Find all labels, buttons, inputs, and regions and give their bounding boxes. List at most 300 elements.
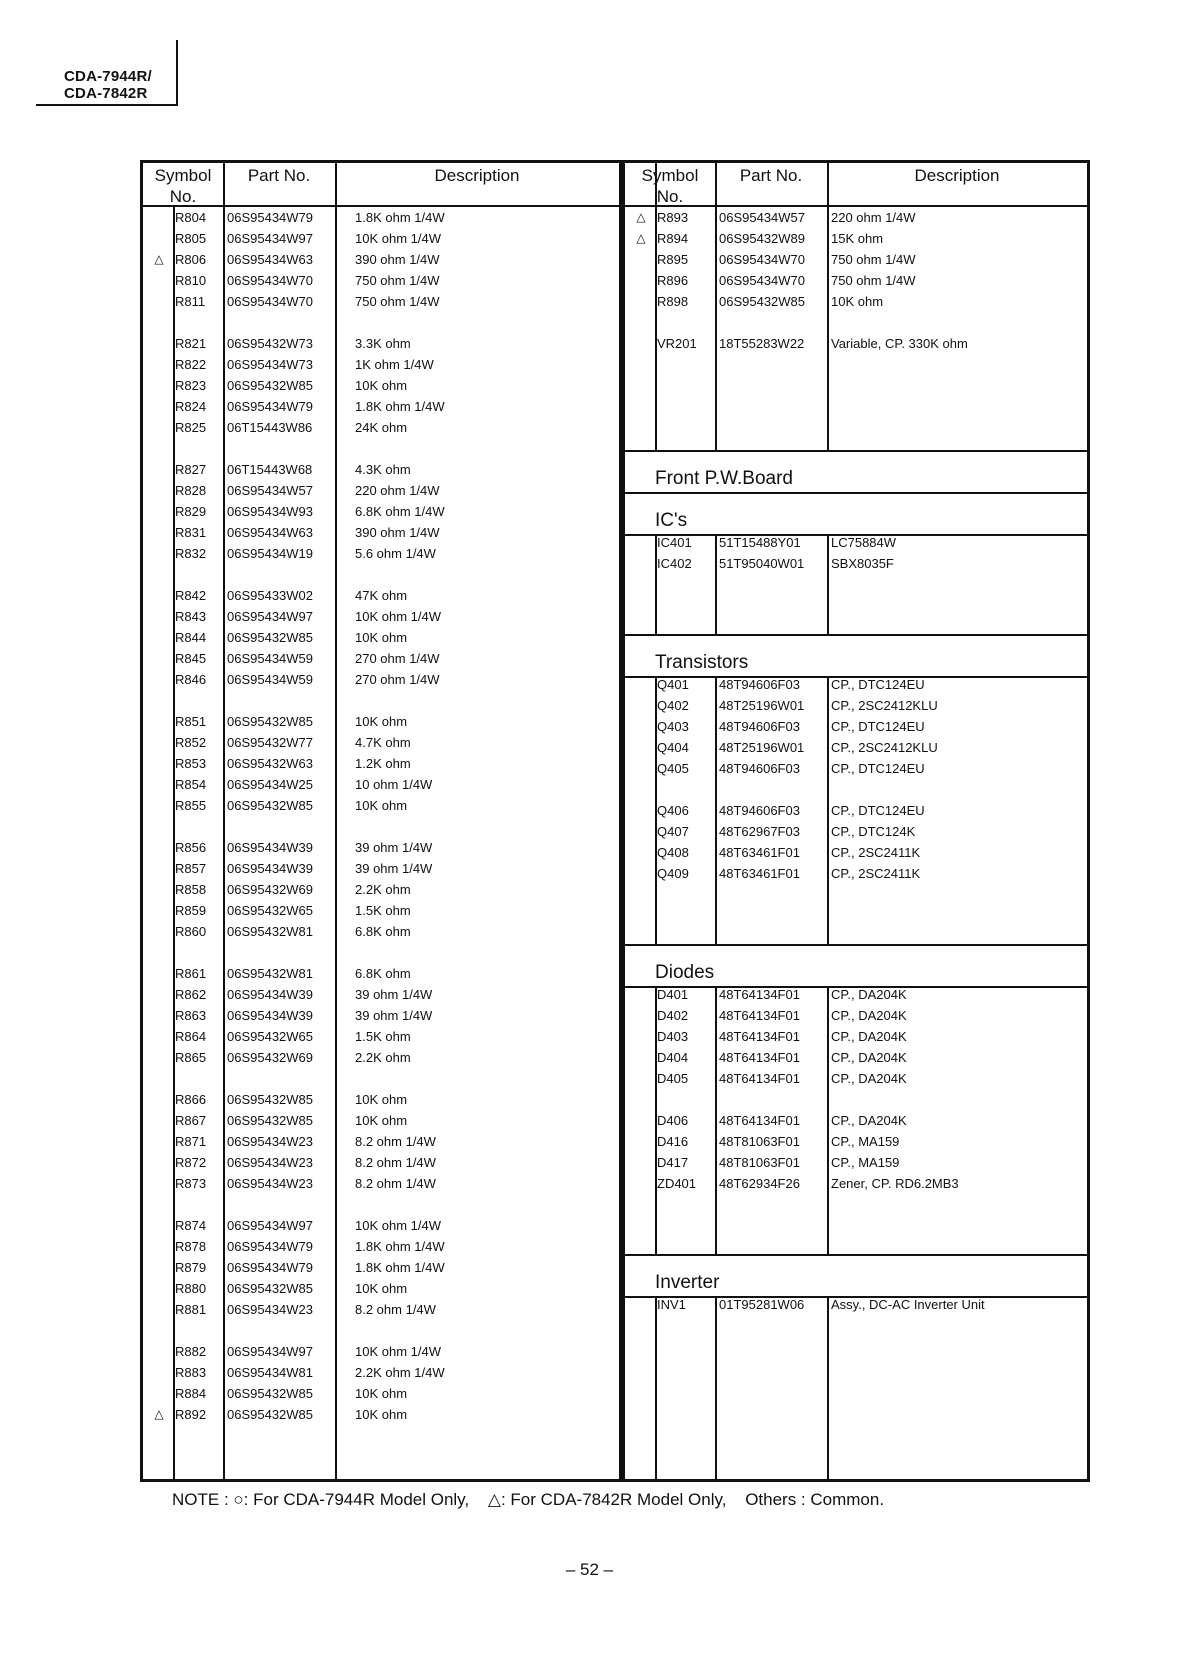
cell-part-no: 06S95432W85	[227, 378, 314, 393]
table-row	[143, 1299, 619, 1320]
cell-symbol: R821	[175, 336, 207, 351]
cell-part-no: 06S95434W39	[227, 840, 314, 855]
table-row	[143, 984, 619, 1005]
table-row	[143, 354, 619, 375]
cell-part-no: 48T64134F01	[719, 1113, 800, 1128]
table-row	[625, 1173, 1087, 1194]
cell-part-no: 06S95434W97	[227, 609, 314, 624]
cell-symbol: R825	[175, 420, 207, 435]
cell-part-no: 48T64134F01	[719, 1071, 800, 1086]
cell-symbol: D417	[657, 1155, 689, 1170]
cell-description: CP., DTC124EU	[831, 719, 925, 734]
column-divider	[655, 534, 657, 634]
model-mark: △	[636, 210, 646, 224]
table-row	[625, 821, 1087, 842]
cell-part-no: 06S95432W81	[227, 966, 314, 981]
header-symbol: Symbol No.	[641, 166, 699, 206]
table-row	[625, 1110, 1087, 1131]
cell-description: 10K ohm	[355, 1407, 408, 1422]
table-row	[143, 249, 619, 270]
cell-part-no: 06S95434W63	[227, 525, 314, 540]
cell-description: 15K ohm	[831, 231, 884, 246]
cell-part-no: 06S95434W73	[227, 357, 314, 372]
cell-description: CP., DTC124K	[831, 824, 916, 839]
cell-symbol: R804	[175, 210, 207, 225]
cell-description: 10K ohm 1/4W	[355, 231, 441, 246]
table-row	[143, 207, 619, 228]
cell-description: 24K ohm	[355, 420, 408, 435]
section-divider	[625, 944, 1087, 946]
table-row	[625, 1152, 1087, 1173]
cell-part-no: 06S95434W70	[227, 273, 314, 288]
cell-part-no: 06S95434W79	[227, 210, 314, 225]
section-title: Inverter	[655, 1272, 720, 1293]
cell-description: 2.2K ohm	[355, 1050, 411, 1065]
cell-part-no: 06S95432W89	[719, 231, 806, 246]
cell-part-no: 48T25196W01	[719, 740, 805, 755]
column-divider	[827, 534, 829, 634]
cell-symbol: INV1	[657, 1297, 686, 1312]
column-divider	[715, 986, 717, 1254]
cell-symbol: R852	[175, 735, 207, 750]
cell-description: CP., DA204K	[831, 1008, 907, 1023]
cell-symbol: R895	[657, 252, 689, 267]
cell-symbol: R884	[175, 1386, 207, 1401]
table-row	[625, 984, 1087, 1005]
cell-symbol: Q409	[657, 866, 689, 881]
cell-part-no: 06S95432W77	[227, 735, 314, 750]
cell-symbol: R842	[175, 588, 207, 603]
cell-symbol: R857	[175, 861, 207, 876]
cell-part-no: 48T81063F01	[719, 1134, 800, 1149]
cell-symbol: R844	[175, 630, 207, 645]
front-board-title: Front P.W.Board	[655, 468, 793, 489]
cell-symbol: R846	[175, 672, 207, 687]
cell-description: 10K ohm 1/4W	[355, 1344, 441, 1359]
cell-part-no: 06S95434W79	[227, 399, 314, 414]
column-divider	[655, 1296, 657, 1479]
cell-symbol: R882	[175, 1344, 207, 1359]
cell-description: LC75884W	[831, 535, 897, 550]
cell-description: 10K ohm	[355, 1386, 408, 1401]
cell-part-no: 48T64134F01	[719, 1029, 800, 1044]
table-row	[143, 1026, 619, 1047]
cell-description: 8.2 ohm 1/4W	[355, 1176, 436, 1191]
cell-part-no: 06S95432W85	[227, 1407, 314, 1422]
cell-description: 10K ohm	[831, 294, 884, 309]
table-row	[143, 1131, 619, 1152]
cell-description: 8.2 ohm 1/4W	[355, 1302, 436, 1317]
table-row	[143, 459, 619, 480]
table-row	[143, 774, 619, 795]
note-common: Others : Common.	[745, 1490, 885, 1509]
cell-description: 270 ohm 1/4W	[355, 651, 440, 666]
table-row	[625, 758, 1087, 779]
cell-description: CP., MA159	[831, 1155, 900, 1170]
cell-symbol: R872	[175, 1155, 207, 1170]
cell-description: 10K ohm 1/4W	[355, 609, 441, 624]
table-row	[625, 716, 1087, 737]
cell-description: 10 ohm 1/4W	[355, 777, 433, 792]
cell-symbol: R883	[175, 1365, 207, 1380]
section-divider	[625, 492, 1087, 494]
cell-part-no: 06S95434W57	[719, 210, 806, 225]
model-mark: △	[636, 231, 646, 245]
table-row	[143, 1089, 619, 1110]
cell-symbol: Q405	[657, 761, 689, 776]
cell-description: 6.8K ohm	[355, 966, 411, 981]
cell-part-no: 06S95434W39	[227, 987, 314, 1002]
column-divider	[715, 1296, 717, 1479]
cell-description: 39 ohm 1/4W	[355, 1008, 433, 1023]
column-divider	[715, 676, 717, 944]
table-row	[143, 228, 619, 249]
cell-description: 39 ohm 1/4W	[355, 987, 433, 1002]
cell-part-no: 06S95432W85	[227, 798, 314, 813]
cell-part-no: 06S95432W81	[227, 924, 314, 939]
table-row	[143, 627, 619, 648]
cell-symbol: R831	[175, 525, 207, 540]
cell-symbol: R898	[657, 294, 689, 309]
cell-symbol: IC402	[657, 556, 692, 571]
cell-symbol: Q403	[657, 719, 689, 734]
cell-symbol: R854	[175, 777, 207, 792]
cell-part-no: 06S95432W63	[227, 756, 314, 771]
cell-part-no: 48T62934F26	[719, 1176, 800, 1191]
cell-part-no: 48T94606F03	[719, 677, 800, 692]
cell-description: 1.8K ohm 1/4W	[355, 1239, 445, 1254]
table-row	[143, 501, 619, 522]
table-row	[625, 1294, 1087, 1315]
cell-symbol: Q404	[657, 740, 689, 755]
cell-symbol: R823	[175, 378, 207, 393]
table-row	[625, 553, 1087, 574]
cell-symbol: D401	[657, 987, 689, 1002]
table-row	[143, 795, 619, 816]
column-divider	[715, 534, 717, 634]
table-row	[143, 1215, 619, 1236]
cell-description: 220 ohm 1/4W	[831, 210, 916, 225]
table-row	[625, 1026, 1087, 1047]
table-row	[143, 333, 619, 354]
header-description: Description	[914, 166, 1000, 185]
cell-description: 1K ohm 1/4W	[355, 357, 434, 372]
cell-part-no: 06S95432W69	[227, 882, 314, 897]
table-row	[143, 669, 619, 690]
cell-description: CP., DTC124EU	[831, 677, 925, 692]
table-row	[625, 270, 1087, 291]
table-row	[143, 921, 619, 942]
cell-part-no: 18T55283W22	[719, 336, 805, 351]
note-model-7944r: NOTE : ○: For CDA-7944R Model Only,	[172, 1490, 470, 1509]
cell-symbol: IC401	[657, 535, 692, 550]
cell-description: 10K ohm	[355, 378, 408, 393]
cell-description: 750 ohm 1/4W	[355, 294, 440, 309]
cell-part-no: 06S95433W02	[227, 588, 314, 603]
cell-symbol: Q406	[657, 803, 689, 818]
cell-symbol: R855	[175, 798, 207, 813]
cell-part-no: 51T95040W01	[719, 556, 805, 571]
header-symbol: Symbol No.	[154, 166, 212, 206]
cell-symbol: R828	[175, 483, 207, 498]
cell-description: 10K ohm	[355, 630, 408, 645]
right-parts-table	[622, 160, 1090, 1482]
cell-part-no: 06S95434W59	[227, 672, 314, 687]
table-row	[143, 1404, 619, 1425]
cell-symbol: R827	[175, 462, 207, 477]
table-row	[143, 585, 619, 606]
cell-description: Assy., DC-AC Inverter Unit	[831, 1297, 985, 1312]
cell-symbol: D402	[657, 1008, 689, 1023]
cell-description: 270 ohm 1/4W	[355, 672, 440, 687]
cell-symbol: R894	[657, 231, 689, 246]
cell-part-no: 48T94606F03	[719, 719, 800, 734]
table-row	[143, 732, 619, 753]
cell-symbol: R822	[175, 357, 207, 372]
cell-symbol: R811	[175, 294, 206, 309]
cell-description: 39 ohm 1/4W	[355, 840, 433, 855]
table-row	[143, 1341, 619, 1362]
cell-description: 2.2K ohm	[355, 882, 411, 897]
cell-part-no: 51T15488Y01	[719, 535, 801, 550]
cell-symbol: R853	[175, 756, 207, 771]
cell-part-no: 06S95432W85	[227, 1092, 314, 1107]
left-table-header	[143, 163, 619, 207]
model-mark: △	[154, 1407, 164, 1421]
cell-symbol: R896	[657, 273, 689, 288]
cell-description: CP., DA204K	[831, 1071, 907, 1086]
cell-description: 4.3K ohm	[355, 462, 411, 477]
left-parts-table	[140, 160, 622, 1482]
table-row	[143, 1278, 619, 1299]
cell-description: 6.8K ohm 1/4W	[355, 504, 445, 519]
cell-description: 5.6 ohm 1/4W	[355, 546, 436, 561]
table-row	[143, 522, 619, 543]
cell-description: 8.2 ohm 1/4W	[355, 1155, 436, 1170]
cell-symbol: R879	[175, 1260, 207, 1275]
cell-description: 47K ohm	[355, 588, 408, 603]
cell-part-no: 06S95432W73	[227, 336, 314, 351]
cell-symbol: Q407	[657, 824, 689, 839]
cell-symbol: D404	[657, 1050, 689, 1065]
cell-part-no: 06T15443W68	[227, 462, 313, 477]
table-row	[625, 207, 1087, 228]
cell-part-no: 06S95434W97	[227, 1218, 314, 1233]
cell-symbol: R805	[175, 231, 207, 246]
cell-symbol: R832	[175, 546, 207, 561]
cell-part-no: 06S95432W85	[227, 630, 314, 645]
table-row	[143, 753, 619, 774]
cell-description: 1.8K ohm 1/4W	[355, 399, 445, 414]
section-title: Transistors	[655, 652, 749, 673]
cell-part-no: 06S95434W23	[227, 1302, 314, 1317]
table-row	[143, 396, 619, 417]
cell-description: 1.8K ohm 1/4W	[355, 210, 445, 225]
table-row	[625, 842, 1087, 863]
cell-part-no: 06S95434W70	[719, 252, 806, 267]
cell-symbol: R829	[175, 504, 207, 519]
cell-description: CP., 2SC2412KLU	[831, 698, 938, 713]
cell-description: 10K ohm 1/4W	[355, 1218, 441, 1233]
model-name-line2: CDA-7842R	[64, 85, 148, 102]
header-part-no: Part No.	[739, 166, 803, 185]
cell-part-no: 06S95434W19	[227, 546, 314, 561]
cell-description: SBX8035F	[831, 556, 894, 571]
cell-part-no: 06S95434W63	[227, 252, 314, 267]
table-row	[143, 900, 619, 921]
table-row	[143, 606, 619, 627]
table-row	[625, 863, 1087, 884]
table-row	[143, 1047, 619, 1068]
cell-symbol: R806	[175, 252, 207, 267]
cell-part-no: 06S95432W85	[227, 1113, 314, 1128]
table-row	[625, 1047, 1087, 1068]
section-divider	[625, 634, 1087, 636]
column-divider	[827, 1296, 829, 1479]
cell-description: CP., MA159	[831, 1134, 900, 1149]
cell-symbol: R861	[175, 966, 207, 981]
table-row	[625, 249, 1087, 270]
cell-symbol: R851	[175, 714, 207, 729]
cell-symbol: D405	[657, 1071, 689, 1086]
cell-symbol: D406	[657, 1113, 689, 1128]
cell-description: 390 ohm 1/4W	[355, 525, 440, 540]
table-row	[625, 695, 1087, 716]
table-row	[143, 291, 619, 312]
cell-description: 39 ohm 1/4W	[355, 861, 433, 876]
cell-description: CP., DA204K	[831, 1050, 907, 1065]
cell-symbol: R867	[175, 1113, 207, 1128]
right-table-header	[625, 163, 1087, 207]
table-row	[625, 532, 1087, 553]
cell-description: 1.5K ohm	[355, 1029, 411, 1044]
table-row	[143, 417, 619, 438]
cell-description: 390 ohm 1/4W	[355, 252, 440, 267]
table-row	[143, 879, 619, 900]
cell-symbol: R871	[175, 1134, 207, 1149]
cell-symbol: R824	[175, 399, 207, 414]
cell-description: 6.8K ohm	[355, 924, 411, 939]
section-title: Diodes	[655, 962, 715, 983]
cell-part-no: 48T64134F01	[719, 1050, 800, 1065]
page-number: – 52 –	[565, 1560, 614, 1579]
cell-description: 4.7K ohm	[355, 735, 411, 750]
table-row	[143, 963, 619, 984]
cell-symbol: R874	[175, 1218, 207, 1233]
cell-symbol: R860	[175, 924, 207, 939]
cell-description: CP., 2SC2411K	[831, 845, 921, 860]
table-row	[143, 711, 619, 732]
header-description: Description	[434, 166, 520, 185]
cell-description: CP., DA204K	[831, 1113, 907, 1128]
cell-description: 10K ohm	[355, 1092, 408, 1107]
cell-description: 10K ohm	[355, 1281, 408, 1296]
column-divider	[827, 676, 829, 944]
header-part-no: Part No.	[247, 166, 311, 185]
table-row	[143, 858, 619, 879]
table-row	[625, 800, 1087, 821]
cell-part-no: 06S95434W70	[719, 273, 806, 288]
note-model-7842r: △: For CDA-7842R Model Only,	[487, 1490, 727, 1509]
cell-part-no: 06S95434W23	[227, 1155, 314, 1170]
cell-description: 220 ohm 1/4W	[355, 483, 440, 498]
cell-description: 10K ohm	[355, 798, 408, 813]
cell-description: 750 ohm 1/4W	[355, 273, 440, 288]
cell-symbol: R864	[175, 1029, 207, 1044]
cell-part-no: 06S95432W65	[227, 1029, 314, 1044]
cell-symbol: VR201	[657, 336, 697, 351]
table-row	[625, 674, 1087, 695]
cell-part-no: 06S95432W85	[719, 294, 806, 309]
cell-symbol: R863	[175, 1008, 207, 1023]
cell-symbol: D416	[657, 1134, 689, 1149]
cell-symbol: R856	[175, 840, 207, 855]
cell-symbol: R880	[175, 1281, 207, 1296]
table-row	[143, 1383, 619, 1404]
table-row	[625, 1131, 1087, 1152]
table-row	[143, 1257, 619, 1278]
cell-description: 3.3K ohm	[355, 336, 411, 351]
table-row	[625, 291, 1087, 312]
cell-description: 10K ohm	[355, 1113, 408, 1128]
cell-symbol: R862	[175, 987, 207, 1002]
column-divider	[655, 986, 657, 1254]
table-row	[143, 1173, 619, 1194]
cell-part-no: 48T64134F01	[719, 1008, 800, 1023]
section-divider	[625, 1254, 1087, 1256]
cell-part-no: 48T81063F01	[719, 1155, 800, 1170]
cell-symbol: R858	[175, 882, 207, 897]
cell-symbol: R845	[175, 651, 207, 666]
cell-description: Variable, CP. 330K ohm	[831, 336, 968, 351]
legend-note	[172, 1490, 898, 1510]
cell-part-no: 06S95434W57	[227, 483, 314, 498]
table-row	[143, 837, 619, 858]
cell-symbol: R892	[175, 1407, 207, 1422]
table-row	[143, 543, 619, 564]
cell-description: 1.8K ohm 1/4W	[355, 1260, 445, 1275]
cell-part-no: 06S95434W23	[227, 1176, 314, 1191]
cell-part-no: 48T25196W01	[719, 698, 805, 713]
cell-symbol: R843	[175, 609, 207, 624]
table-row	[143, 1110, 619, 1131]
cell-symbol: D403	[657, 1029, 689, 1044]
cell-symbol: Q401	[657, 677, 689, 692]
cell-symbol: Q402	[657, 698, 689, 713]
cell-part-no: 06S95432W65	[227, 903, 314, 918]
cell-description: CP., 2SC2411K	[831, 866, 921, 881]
table-row	[625, 228, 1087, 249]
cell-description: 2.2K ohm 1/4W	[355, 1365, 445, 1380]
cell-part-no: 06S95434W97	[227, 231, 314, 246]
table-row	[143, 1152, 619, 1173]
cell-symbol: ZD401	[657, 1176, 697, 1191]
cell-part-no: 06S95434W59	[227, 651, 314, 666]
table-row	[143, 270, 619, 291]
table-row	[625, 1068, 1087, 1089]
table-row	[625, 1005, 1087, 1026]
cell-part-no: 48T94606F03	[719, 803, 800, 818]
cell-description: Zener, CP. RD6.2MB3	[831, 1176, 959, 1191]
column-divider	[827, 986, 829, 1254]
table-row	[143, 648, 619, 669]
table-row	[625, 333, 1087, 354]
cell-part-no: 06S95434W81	[227, 1365, 314, 1380]
column-divider	[655, 163, 657, 450]
cell-part-no: 06S95434W25	[227, 777, 314, 792]
cell-description: 1.2K ohm	[355, 756, 411, 771]
cell-part-no: 06S95432W85	[227, 1281, 314, 1296]
